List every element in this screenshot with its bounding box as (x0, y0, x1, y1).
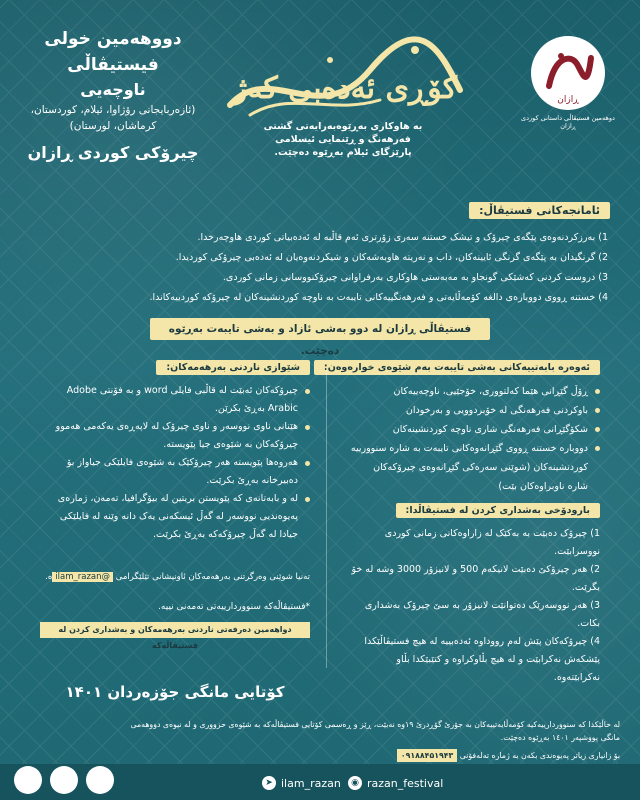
logo-text: ڕازان (557, 95, 579, 105)
heading-line-2: فیستیڤاڵی (67, 55, 159, 75)
list-item: 4) چیرۆکەکان پێش لەم رووداوە ئەدەبییە لە هیچ فستیڤاڵێکدا پێشکەش نەکرابێت و لە هیچ بڵاوکراوە و کتێبێکدا بڵاو نەکرابێتەوە. (364, 636, 600, 683)
social-telegram-handle: ilam_razan (281, 776, 341, 790)
telegram-icon: ➤ (262, 776, 276, 790)
tagline-line-2: فەرهەنگ و ڕێنمایی ئیسلامی (275, 134, 411, 145)
list-item: 3) هەر نووسەرێک دەتوانێت لانیزۆر بە سێ چیرۆک بەشداری بکات. (364, 600, 600, 629)
sponsor-logo-icon (50, 766, 78, 794)
telegram-suffix: ە. (45, 572, 53, 582)
age-note: *فستیڤاڵەکە سنووردارییەتی تەمەنی نییە. (158, 602, 310, 612)
festival-heading (18, 26, 208, 168)
goals-list (30, 228, 608, 308)
list-item: 2) هەر چیرۆکێ دەبێت لانیکەم 500 و لانیزۆر 3000 وشە لە خۆ بگرێت. (351, 564, 600, 593)
instagram-icon: ◉ (348, 776, 362, 790)
list-item: لە و بابەتانەی کە پێویستن بریتین لە بیۆگرافیا، تەمەن، ژمارەی پەیوەندیی نووسەر لە گەڵ ئیسکەنی یەک دانە وێنە لە فایلێکی جیادا لە گەڵ چیرۆکەکە بەڕێ بکرێت. (40, 490, 310, 544)
goal-item: 2) گرنگیدان بە پێگەی گرنگی ئایینەکان، داب و نەریتە هاوبەشەکان و شیکردنەوەیان لە ئەدەبی چیرۆکی کوردیدا. (175, 252, 608, 263)
goals-title: ئامانجەکانی فستیڤاڵ: (469, 202, 610, 219)
phone-number: ۰۹۱۸۸۴۵۱۹۴۳ (397, 749, 457, 762)
sponsor-logo-icon (14, 766, 42, 794)
logo-mark-icon (531, 36, 605, 110)
contact-line (110, 749, 620, 762)
tagline-line-1: بە هاوکاری بەڕێوەبەرایەتی گشتی (263, 121, 423, 132)
sponsor-logo-icon (86, 766, 114, 794)
footer-note (110, 718, 620, 762)
list-item: هەروەها پێویستە هەر چیرۆکێک بە شێوەی فایلێکی جیاواز بۆ دەبیرخانە بەڕێ بکرێت. (40, 454, 310, 490)
submission-title: شێوازی ناردنی بەرهەمەکان: (156, 360, 310, 375)
goal-item: 3) دروست کردنی کەشێکی گونجاو بە مەبەستی هاوکاری بەرفراوانی چیرۆکنووسانی زمانی کوردی. (222, 272, 608, 283)
contact-text: بۆ زانیاری زیاتر پەیوەندی بکەن بە ژمارە تەلەفۆنی (459, 751, 620, 760)
logo-emblem (531, 36, 605, 110)
list-item: چیرۆکەکان ئەبێت لە قاڵبی فایلی word و بە فۆنتی Adobe Arabic بەڕێ بکرێن. (40, 382, 310, 418)
submission-list (40, 382, 310, 544)
telegram-line (40, 568, 310, 587)
footer-bar (0, 764, 640, 800)
tagline-line-3: پارێزگای ئیلام بەڕێوە دەچێت. (274, 147, 412, 158)
heading-line-1: دووهەمین خولی (44, 29, 182, 49)
list-item: ڕۆڵ گێڕانی هێما کەلتووری، خۆجێیی، ناوچەییەکان (350, 382, 600, 401)
social-instagram-handle: razan_festival (367, 776, 444, 790)
heading-line-4: چیرۆکی کوردی ڕازان (27, 143, 199, 162)
list-item: 1) چیرۆک دەبێت بە بەکێک لە زاراوەکانی زمانی کوردی نووسرابێت. (384, 528, 600, 557)
ceremony-note: لە حاڵێکدا کە سنووردارییەکیە کۆمەڵایەتییەکان بە جۆرێ گۆڕدرێ ١٩وە نەبێت، ڕێز و ڕەسمی کۆتایی فستیڤاڵەکە بە شێوەی حزووری و لە نیوەی دووهەمی مانگی پووشپەر ١٤٠١ بەڕێوە دەچێت. (130, 720, 620, 742)
list-item: دووبارە خستنە ڕووی گێڕانەوەکانی تایبەت بە شارە سنوورییە کوردنشینەکان (شوێنی سەرەکی گێڕانەوەی چیرۆکەکان شارە ناوبراوەکان بێت) (350, 439, 600, 496)
list-item: شکۆگێڕانی فەرهەنگی شاری ناوچە کوردنشینەکان (350, 420, 600, 439)
logo-subtitle: دوهەمین فستیڤاڵی داستانی کوردی ڕازان (521, 114, 615, 130)
participation-title: بارودۆخی بەشداری کردن لە فستیڤاڵدا: (396, 503, 600, 518)
list-item: هێنانی ناوی نووسەر و ناوی چیرۆک لە لاپەڕەی یەکەمی هەموو چیرۆکەکان بە شێوەی جیا پێویستە. (40, 418, 310, 454)
tagline (218, 120, 468, 159)
column-divider (326, 368, 327, 668)
social-instagram[interactable] (348, 776, 443, 790)
goal-item: 4) خستنە ڕووی دووبارەی دالغە کۆمەڵایەتی و فەرهەنگییەکانی تایبەت بە ناوچە کوردنشینەکان لە چیرۆکە کوردییەکاندا. (149, 292, 608, 303)
festival-banner: فستیڤاڵی ڕازان لە دوو بەشی ئازاد و بەشی تایبەت بەڕێوە دەچێت. (150, 318, 490, 340)
telegram-id: @ilam_razan (52, 572, 113, 582)
special-section-list (350, 382, 600, 496)
list-item: باوکردنی فەرهەنگی لە خۆبردوویی و بەرخودان (350, 401, 600, 420)
participation-list (350, 525, 600, 687)
goal-item: 1) بەرزکردنەوەی پێگەی چیرۆک و تیشک خستنە سەری زۆرتری ئەم قاڵبە لە ئەدەبیاتی کوردی هاوچەرخدا. (197, 232, 608, 243)
calligraphy-text: کۆڕی ئەدەبی کەژ (232, 71, 458, 106)
deadline: کۆتایی مانگی جۆزەردان ۱۴۰۱ (65, 683, 285, 701)
deadline-bar: دواهەمین دەرفەتی ناردنی بەرهەمەکان و بەشداری کردن لە فستیڤاڵەکە (40, 622, 310, 638)
heading-regions: (ئازەربایجانی رۆژاوا، ئیلام، کوردستان، کرماشان، لورستان) (30, 104, 196, 132)
social-telegram[interactable] (262, 776, 341, 790)
telegram-text: تەنیا شوێنی وەرگرتنی بەرهەمەکان ئاونیشانی تێلێگرامی (115, 572, 310, 582)
heading-line-3: ناوچەیی (80, 80, 146, 99)
special-section-title: ئەوەرە بابەتییەکانی بەشی تایبەت بەم شێوەی خوارەوەن: (314, 360, 600, 375)
razan-logo (518, 36, 618, 130)
